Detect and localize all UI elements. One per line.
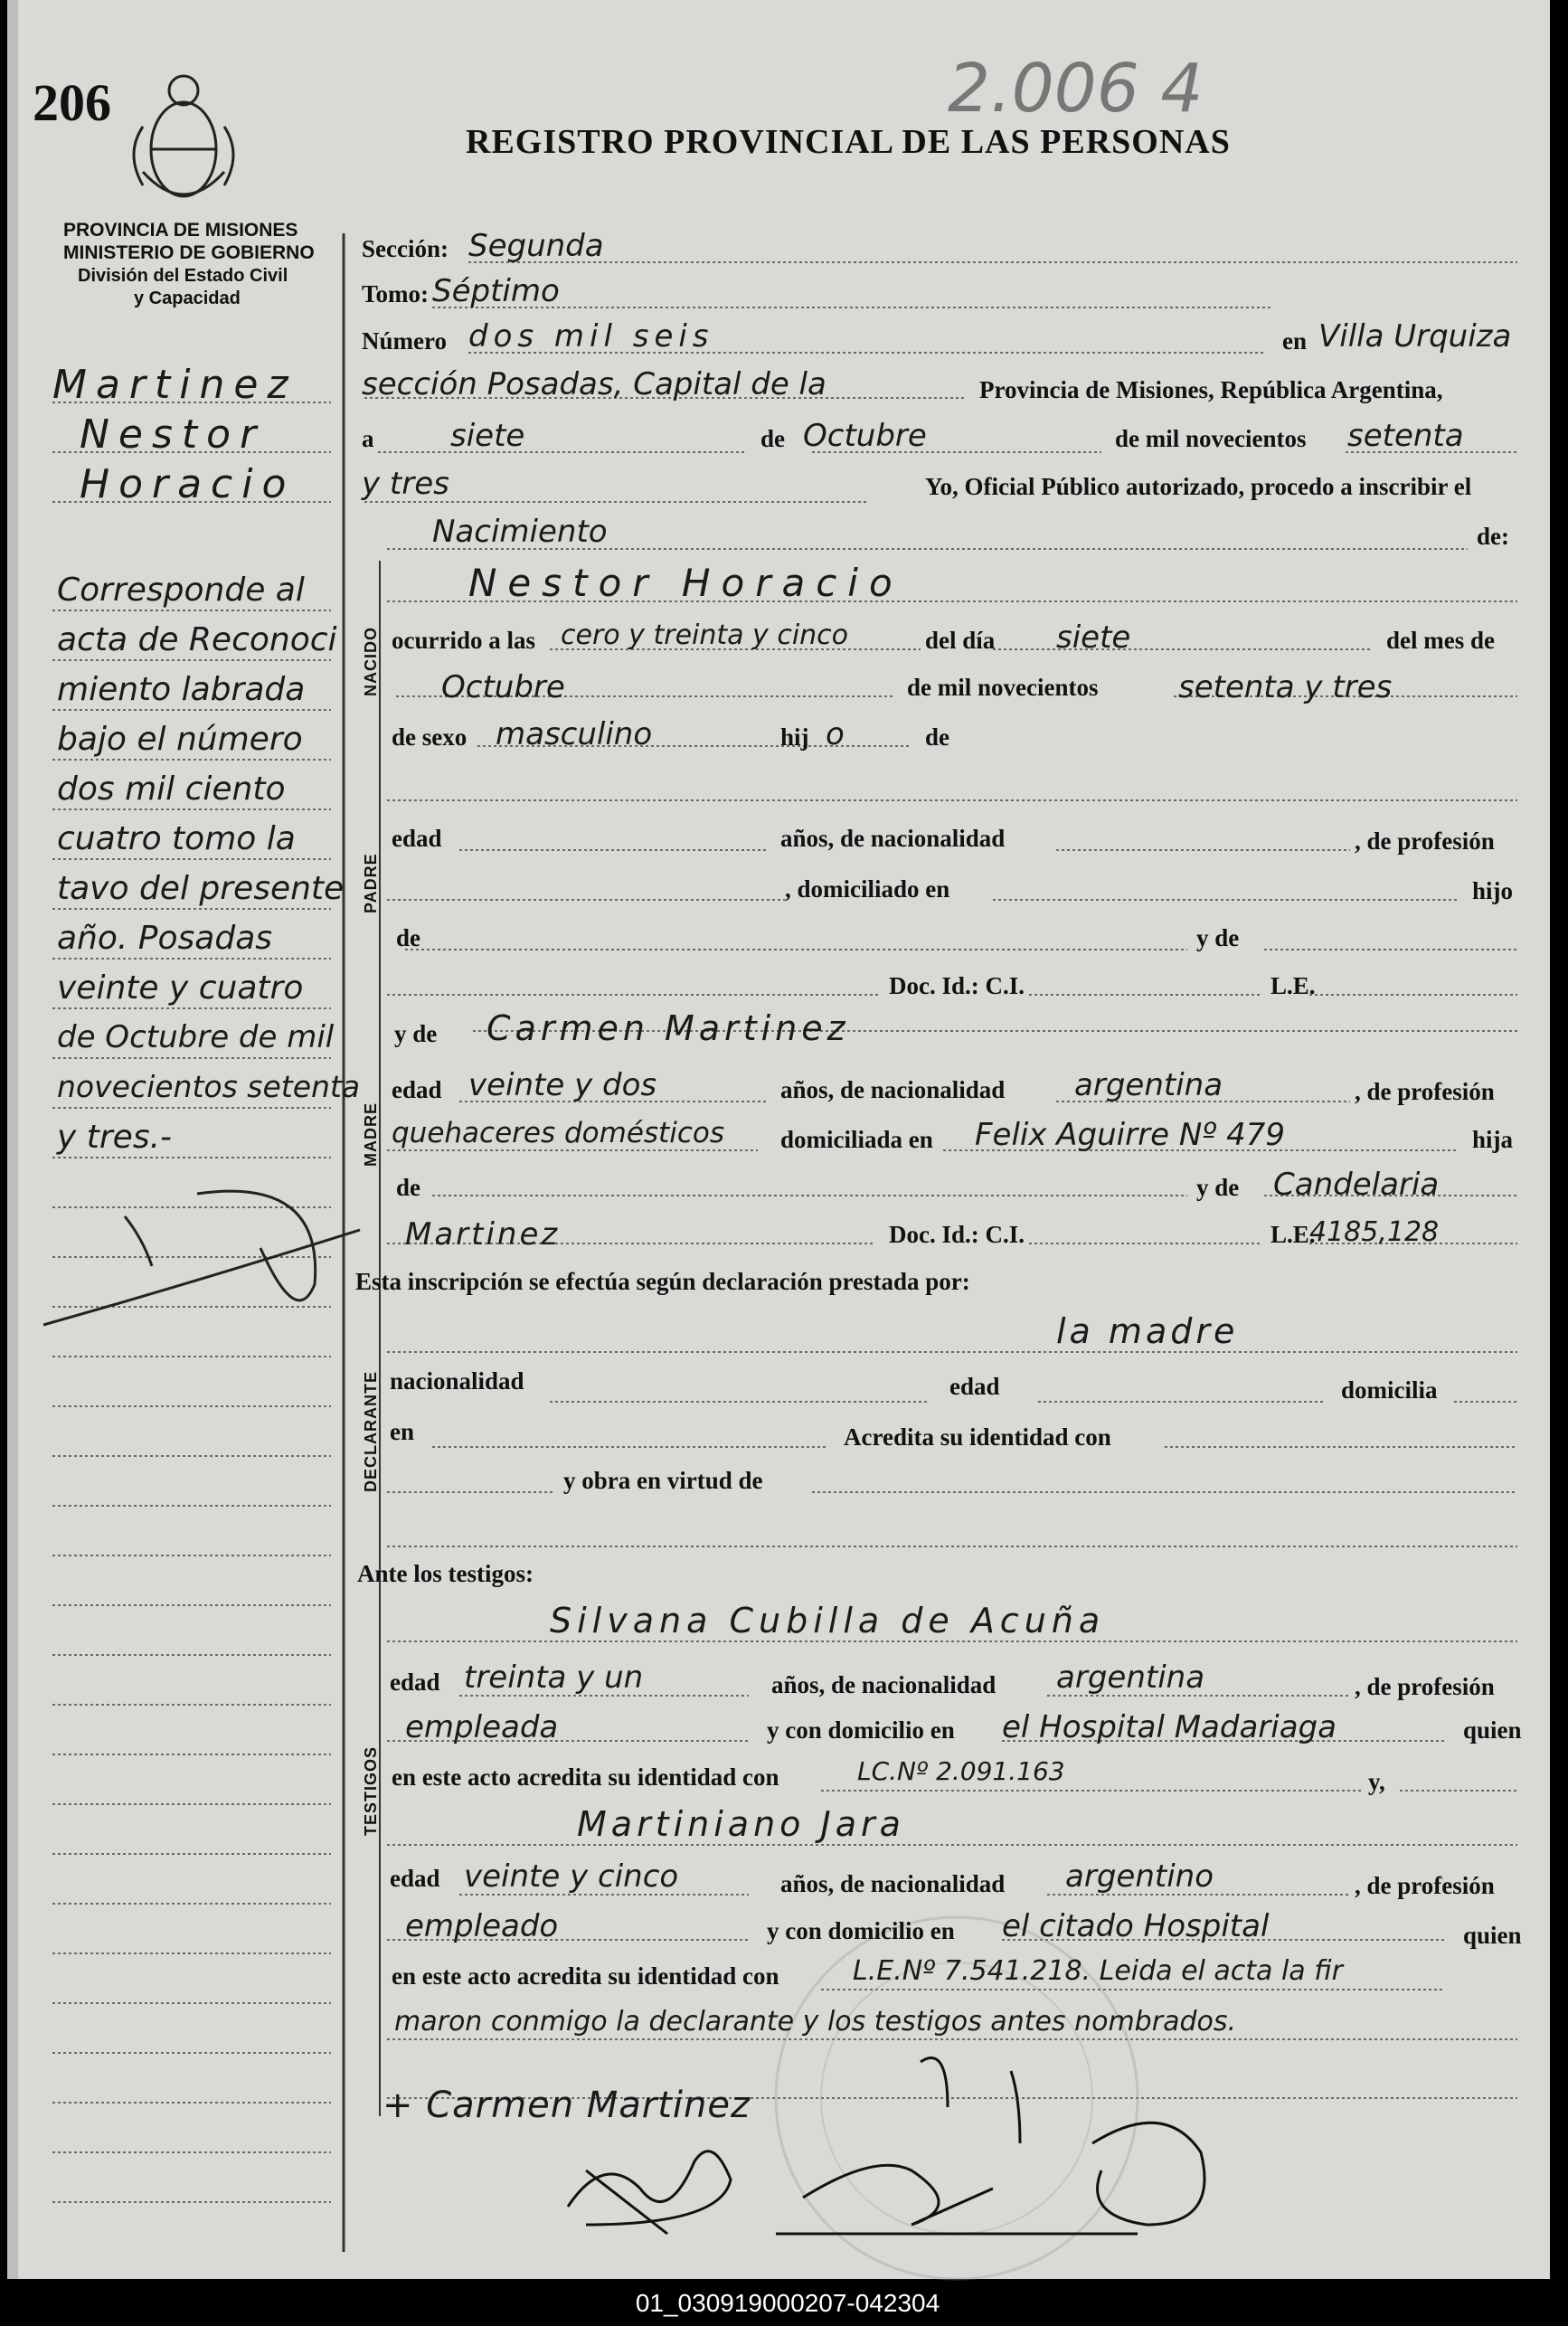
t1-edad-label: edad [390,1669,440,1696]
margin-first-name: Nestor [80,411,266,458]
side-label-testigos: TESTIGOS [362,1745,380,1836]
margin-note-line: año. Posadas [57,920,273,957]
padre-profesion-label: , de profesión [1355,827,1495,855]
t2-doc-value-2: maron conmigo la declarante y los testigos antes nombrados. [394,2006,1237,2038]
margin-note-line: bajo el número [57,721,303,758]
madre-nac-value: argentina [1074,1067,1223,1103]
t1-quien-label: quien [1463,1716,1522,1744]
hora-value: cero y treinta y cinco [561,619,849,651]
t2-prof-value: empleado [405,1908,559,1944]
margin-note-line: Corresponde al [57,572,305,609]
t2-edad-label: edad [390,1865,440,1892]
registry-page [7,0,1550,2317]
declarante-obra-label: y obra en virtud de [563,1467,763,1494]
madre-y-de-label: y de [394,1020,438,1047]
t1-domicilio-label: y con domicilio en [767,1716,955,1744]
a-label: a [362,425,374,452]
padre-doc-label: Doc. Id.: C.I. [889,972,1025,999]
ano2-value: y tres [362,466,449,502]
t1-acredita-label: en este acto acredita su identidad con [392,1763,779,1791]
de-mil-novecientos-nac-label: de mil novecientos [907,674,1099,701]
margin-note-line: cuatro tomo la [57,820,296,857]
side-label-madre: MADRE [362,1102,380,1167]
hij-label: hij [780,723,809,751]
margin-note-line: veinte y cuatro [57,969,304,1007]
t1-prof-value: empleada [405,1709,559,1745]
margin-note-line: y tres.- [57,1119,173,1156]
madre-hija-label: hija [1472,1126,1514,1153]
margin-note-line: acta de Reconoci [57,621,337,658]
ano-value: setenta [1347,418,1464,454]
madre-padre-value: Candelaria [1273,1167,1440,1203]
mes-value: Octubre [803,418,927,454]
t2-edad-value: veinte y cinco [464,1858,679,1895]
office-line-4: y Capacidad [134,288,241,308]
testigo2-nombre: Martiniano Jara [577,1804,905,1844]
padre-de-label: de [396,924,420,951]
nacido-nombre: Nestor Horacio [468,561,903,605]
declarante-edad-label: edad [949,1373,1000,1400]
del-dia-label: del día [925,627,996,654]
declarante-en-label: en [390,1418,414,1445]
t1-profesion-label: , de profesión [1355,1673,1495,1700]
t2-doc-value: L.E.Nº 7.541.218. Leida el acta la fir [853,1955,1343,1987]
padre-nacionalidad-label: años, de nacionalidad [780,825,1006,852]
madre-domicilio-label: domiciliada en [780,1126,933,1153]
madre-prof-value: quehaceres domésticos [392,1117,724,1149]
t1-nac-value: argentina [1056,1659,1205,1696]
numero-label: Número [362,327,447,355]
de-label-nac: de [925,723,949,751]
sexo-label: de sexo [392,723,468,751]
declarante-value: la madre [1056,1311,1239,1351]
acto-value: Nacimiento [432,514,608,550]
margin-note-line: tavo del presente [57,870,345,907]
margin-second-name: Horacio [80,461,296,507]
madre-edad-label: edad [392,1076,442,1103]
madre-profesion-label: , de profesión [1355,1078,1495,1105]
en-label: en [1282,327,1307,355]
t2-nacionalidad-label: años, de nacionalidad [780,1870,1006,1897]
madre-edad-value: veinte y dos [468,1067,657,1103]
image-id-footer: 01_030919000207-042304 [635,2289,940,2317]
t1-doc-value: LC.Nº 2.091.163 [857,1756,1065,1786]
seccion-value: Segunda [468,228,604,264]
provincia-label: Provincia de Misiones, República Argentina, [979,376,1443,403]
padre-hijo-label: hijo [1472,877,1514,904]
padre-le-label: L.E. [1270,972,1316,999]
tomo-label: Tomo: [362,280,430,307]
dia-nac-value: siete [1056,619,1131,656]
t1-nacionalidad-label: años, de nacionalidad [771,1671,997,1698]
t2-nac-value: argentino [1065,1858,1214,1895]
testigo1-nombre: Silvana Cubilla de Acuña [550,1601,1106,1640]
t2-domicilio-label: y con domicilio en [767,1917,955,1944]
de-label: de [760,425,785,452]
padre-y-de-label: y de [1196,924,1240,951]
lugar-value: Villa Urquiza [1318,318,1512,355]
dia-value: siete [450,418,525,454]
signature-declarante: + Carmen Martinez [383,2085,751,2126]
madre-dom-value: Felix Aguirre Nº 479 [975,1117,1285,1153]
margin-note-line: de Octubre de mil [57,1019,335,1055]
t2-quien-label: quien [1463,1922,1522,1949]
declarante-acredita-label: Acredita su identidad con [844,1423,1111,1451]
sexo-value: masculino [496,716,653,752]
t2-acredita-label: en este acto acredita su identidad con [392,1962,779,1990]
mes-nac-value: Octubre [441,669,565,705]
de-colon-label: de: [1477,523,1509,550]
hij-suffix: o [826,716,845,752]
office-line-2: MINISTERIO DE GOBIERNO [63,242,315,263]
page-title: REGISTRO PROVINCIAL DE LAS PERSONAS [466,123,1231,161]
margin-note-line: novecientos setenta [57,1069,361,1104]
side-label-padre: PADRE [362,853,380,913]
margin-note-line: dos mil ciento [57,771,286,808]
madre-le-value: 4185,128 [1309,1216,1440,1248]
t1-y-label: y, [1368,1768,1385,1795]
madre-le-label: L.E. [1270,1221,1316,1248]
ano-nac-value: setenta y tres [1178,669,1393,705]
lugar2-value: sección Posadas, Capital de la [362,366,827,402]
t1-dom-value: el Hospital Madariaga [1002,1709,1337,1745]
madre-nacionalidad-label: años, de nacionalidad [780,1076,1006,1103]
tomo-value: Séptimo [432,273,560,309]
declarante-nac-label: nacionalidad [390,1367,524,1395]
madre-madre-value: Martinez [405,1216,561,1253]
madre-nombre: Carmen Martinez [486,1008,850,1048]
seccion-label: Sección: [362,235,449,262]
madre-de-label: de [396,1174,420,1201]
margin-note-line: miento labrada [57,671,306,708]
declaracion-label: Esta inscripción se efectúa según declaración prestada por: [355,1268,970,1295]
t2-dom-value: el citado Hospital [1002,1908,1270,1944]
yo-oficial-label: Yo, Oficial Público autorizado, procedo a inscribir el [925,473,1472,500]
numero-value: dos mil seis [468,318,714,355]
padre-edad-label: edad [392,825,442,852]
side-label-declarante: DECLARANTE [362,1371,380,1492]
madre-y-de-2-label: y de [1196,1174,1240,1201]
register-reference: 2.006 4 [948,50,1204,128]
page-number: 206 [33,73,111,132]
de-mil-novecientos-label: de mil novecientos [1115,425,1307,452]
ocurrido-label: ocurrido a las [392,627,535,654]
margin-surname: Martinez [52,362,298,408]
t2-profesion-label: , de profesión [1355,1872,1495,1899]
ante-testigos-label: Ante los testigos: [357,1560,534,1587]
madre-doc-label: Doc. Id.: C.I. [889,1221,1025,1248]
side-label-nacido: NACIDO [362,627,380,696]
declarante-domicilia-label: domicilia [1341,1376,1438,1404]
office-line-3: División del Estado Civil [78,266,288,286]
padre-domicilio-label: , domiciliado en [785,875,950,903]
t1-edad-value: treinta y un [464,1659,644,1696]
del-mes-label: del mes de [1386,627,1495,654]
office-line-1: PROVINCIA DE MISIONES [63,220,298,241]
